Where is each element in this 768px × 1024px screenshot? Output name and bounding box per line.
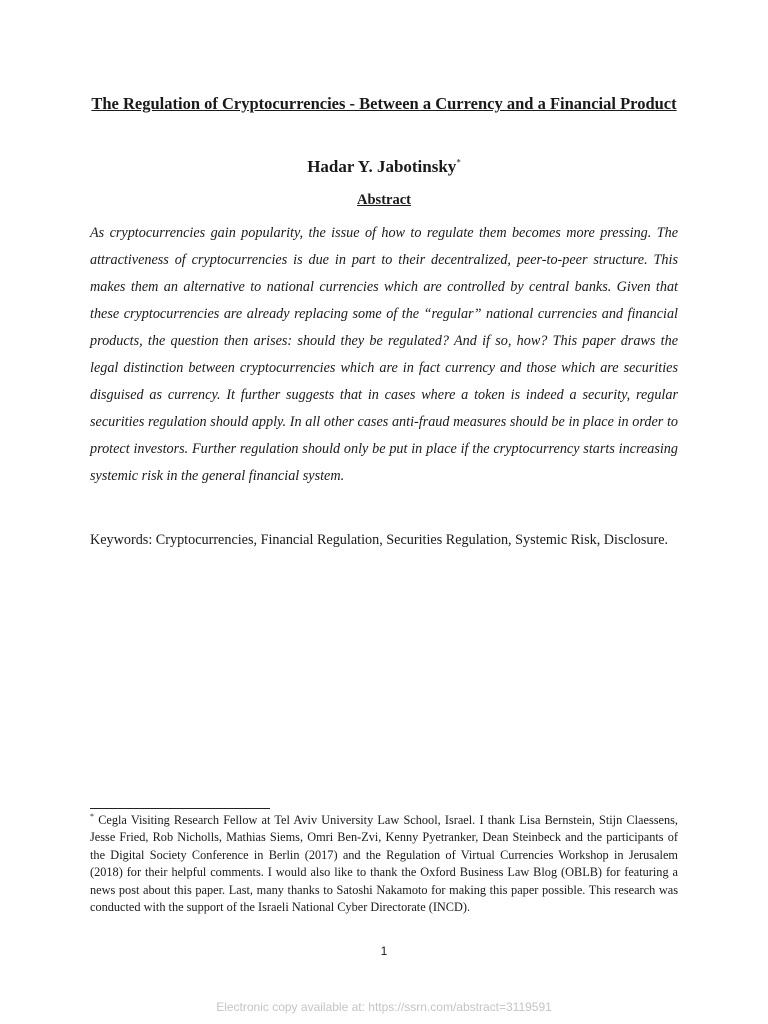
abstract-heading: Abstract (357, 192, 411, 208)
footnote-text: Cegla Visiting Research Fellow at Tel Aviv University Law School, Israel. I thank Lisa Bernstein, Stijn Claessens, Jesse Fried, Rob Nicholls, Mathias Siems, Omri Ben-Zvi, Kenny Pyetranker, Dean Steinbeck and the participants of the Digital Society Conference in Berlin (2017) and the Regulation of Virtual Currencies Workshop in Jerusalem (2018) for their helpful comments. I would also like to thank the Oxford Business Law Blog (OBLB) for featuring a news post about this paper. Last, many thanks to Satoshi Nakamoto for making this paper possible. This research was conducted with the support of the Israeli National Cyber Directorate (INCD). (90, 813, 679, 915)
footnote-divider (90, 808, 270, 809)
page-number: 1 (380, 944, 388, 958)
author-line (90, 156, 678, 178)
footnote-mark: * (90, 811, 94, 821)
paper-title: The Regulation of Cryptocurrencies - Between a Currency and a Financial Product (91, 94, 677, 113)
footnote (90, 812, 678, 916)
ssrn-watermark: Electronic copy available at: https://ssrn.com/abstract=3119591 (216, 1000, 552, 1014)
author-footnote-mark: * (456, 157, 461, 168)
keywords: Keywords: Cryptocurrencies, Financial Regulation, Securities Regulation, Systemic Risk, Disclosure. (90, 532, 669, 548)
abstract-body: As cryptocurrencies gain popularity, the issue of how to regulate them becomes more pressing. The attractiveness of cryptocurrencies is due in part to their decentralized, peer-to-peer structure. This makes them an alternative to national currencies which are controlled by central banks. Given that these cryptocurrencies are already replacing some of the “regular” national currencies and financial products, the question then arises: should they be regulated? And if so, how? This paper draws the legal distinction between cryptocurrencies which are in fact currency and those which are securities disguised as currency. It further suggests that in cases where a token is indeed a security, regular securities regulation should apply. In all other cases anti-fraud measures should be in place in order to protect investors. Further regulation should only be put in place if the cryptocurrency starts increasing systemic risk in the general financial system. (90, 225, 678, 484)
author-name: Hadar Y. Jabotinsky (307, 157, 457, 176)
